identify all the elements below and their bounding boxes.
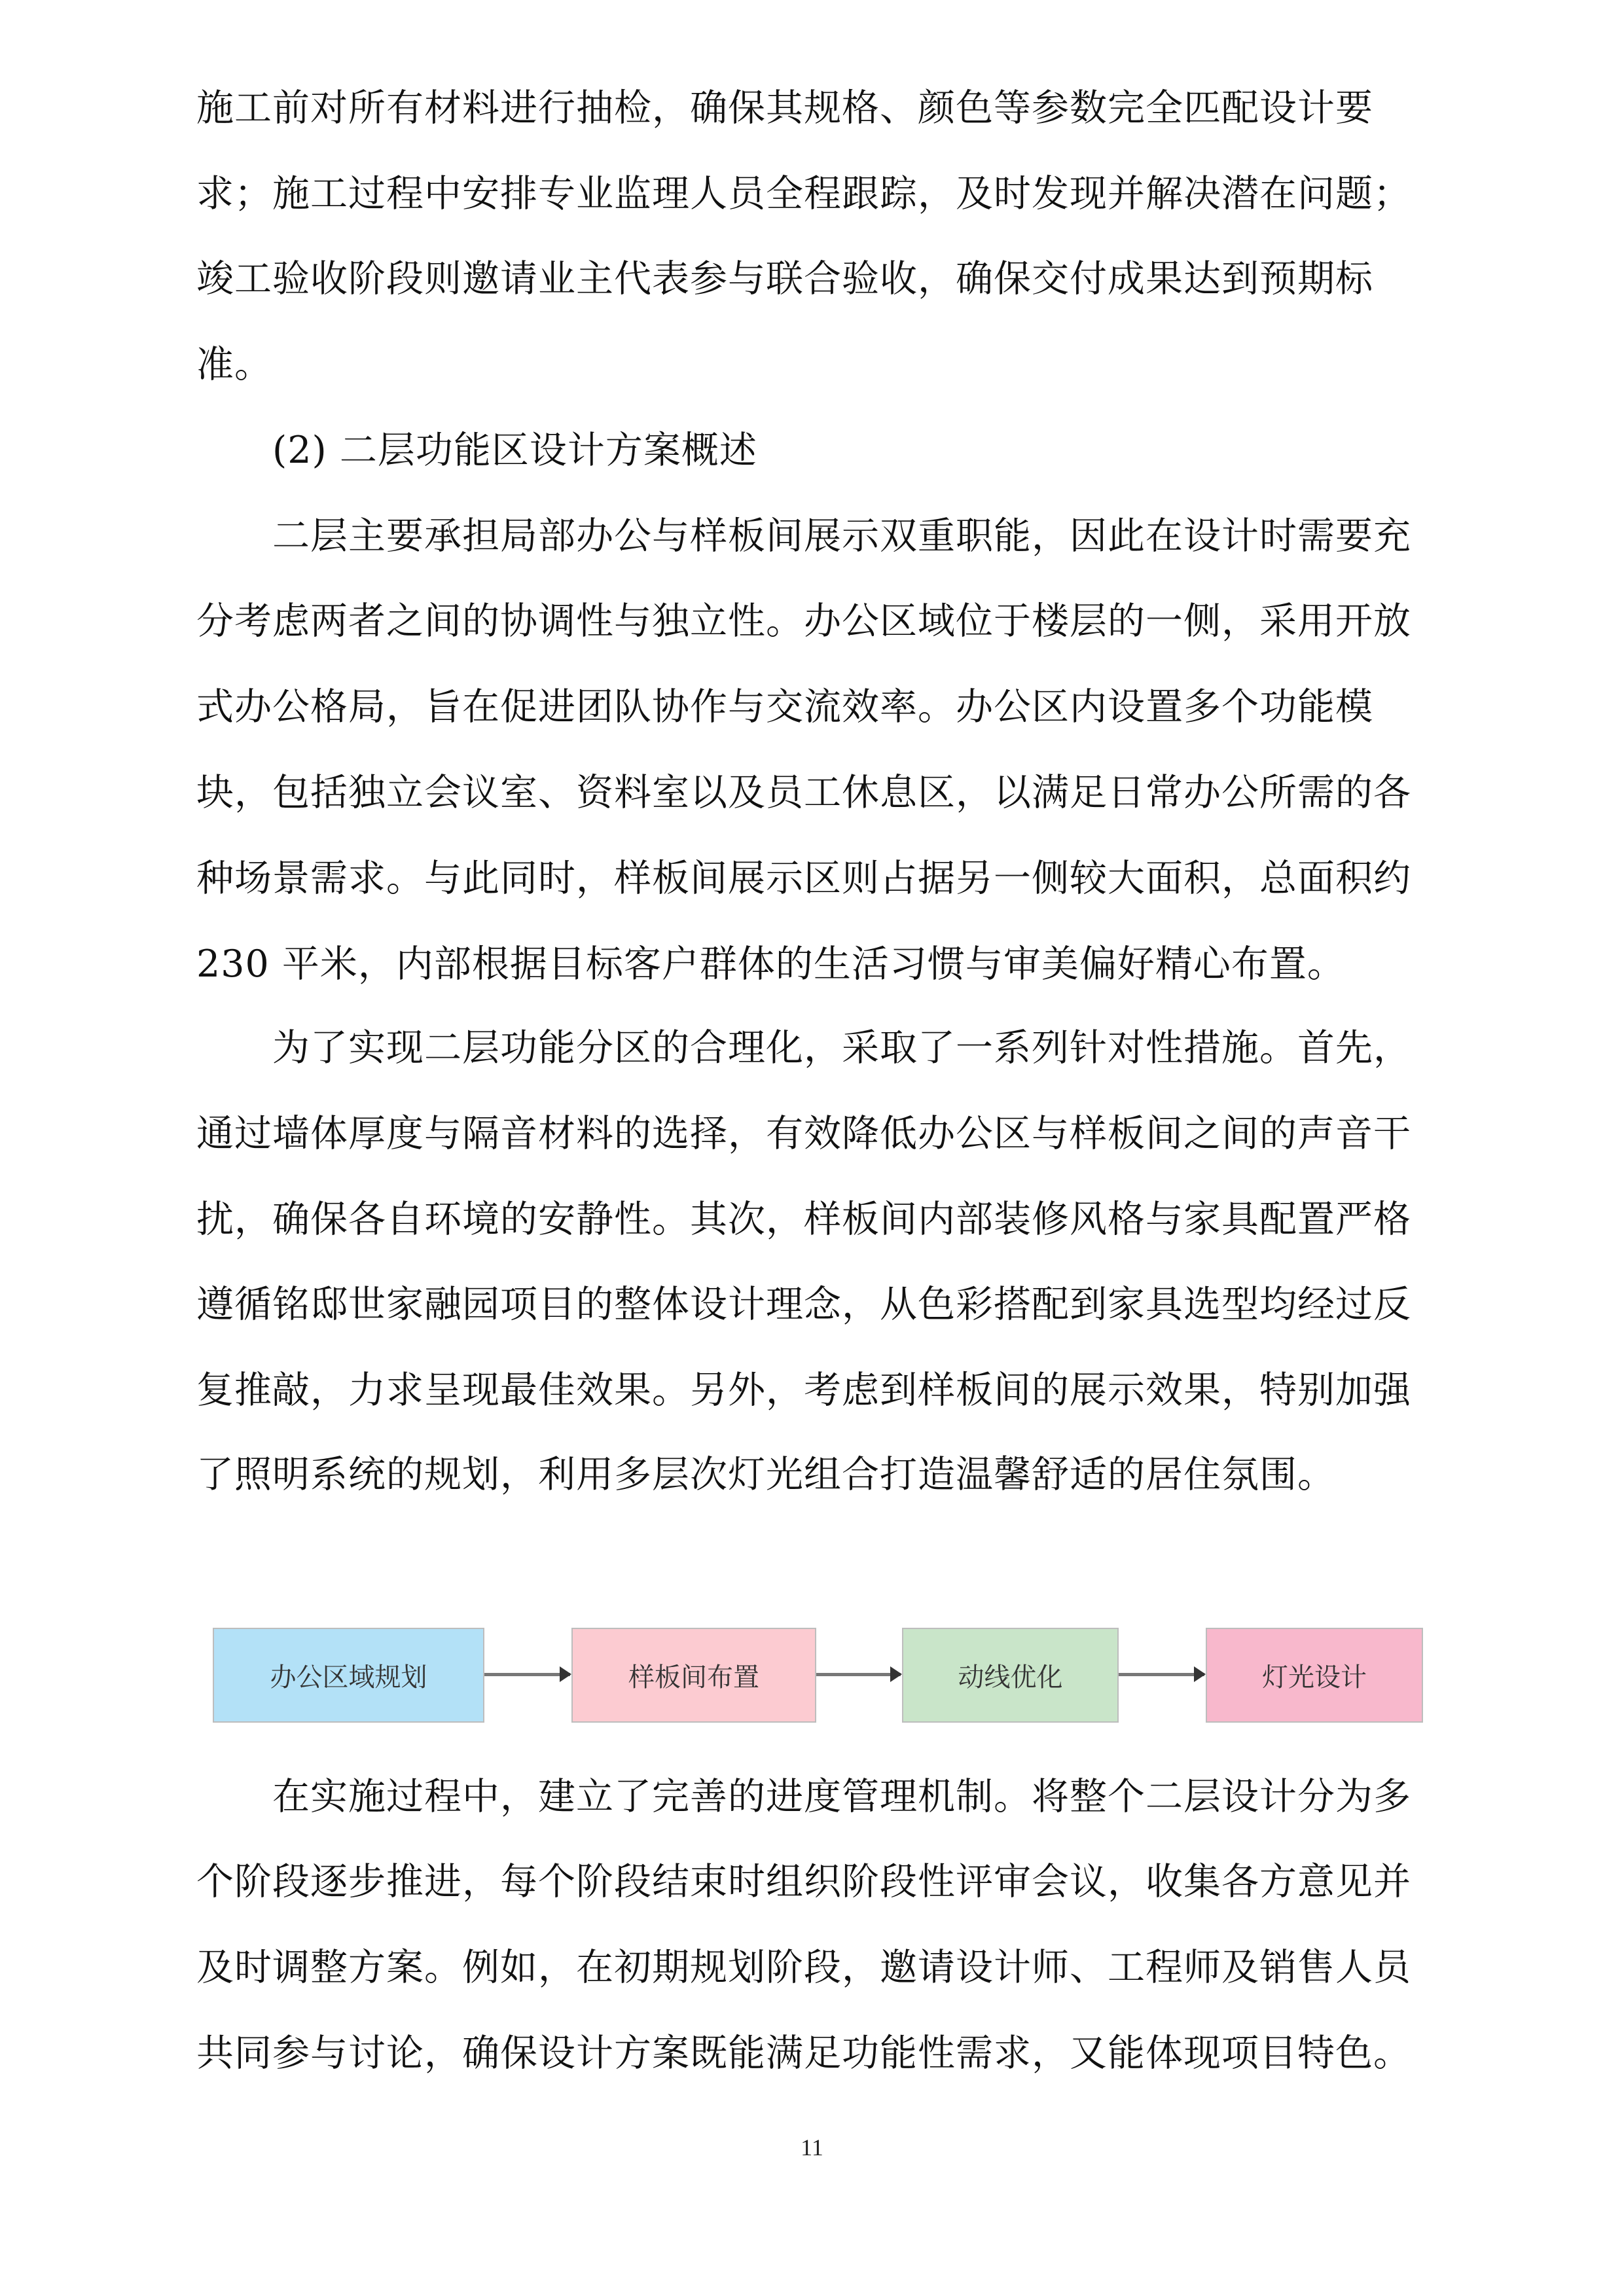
flow-step-office-planning: [213, 1628, 484, 1723]
paragraph-line: 求；施工过程中安排专业监理人员全程跟踪，及时发现并解决潜在问题；: [196, 172, 1411, 215]
paragraph-line: 复推敲，力求呈现最佳效果。另外，考虑到样板间的展示效果，特别加强: [196, 1369, 1411, 1412]
flow-step-label: 样板间布置: [628, 1662, 759, 1693]
paragraph-line: 施工前对所有材料进行抽检，确保其规格、颜色等参数完全匹配设计要: [196, 86, 1373, 130]
paragraph-line: 为了实现二层功能分区的合理化，采取了一系列针对性措施。首先，: [272, 1026, 1411, 1069]
flow-step-label: 灯光设计: [1262, 1662, 1367, 1693]
paragraph-line: 准。: [196, 343, 272, 386]
paragraph-line: 竣工验收阶段则邀请业主代表参与联合验收，确保交付成果达到预期标: [196, 257, 1373, 300]
paragraph-line: 遵循铭邸世家融园项目的整体设计理念，从色彩搭配到家具选型均经过反: [196, 1283, 1411, 1326]
paragraph-line: 式办公格局，旨在促进团队协作与交流效率。办公区内设置多个功能模: [196, 685, 1373, 728]
paragraph-line: 了照明系统的规划，利用多层次灯光组合打造温馨舒适的居住氛围。: [196, 1453, 1335, 1496]
paragraph-line: 个阶段逐步推进，每个阶段结束时组织阶段性评审会议，收集各方意见并: [196, 1860, 1411, 1903]
paragraph-line: 在实施过程中，建立了完善的进度管理机制。将整个二层设计分为多: [272, 1775, 1411, 1818]
paragraph-line: 通过墙体厚度与隔音材料的选择，有效降低办公区与样板间之间的声音干: [196, 1112, 1411, 1155]
paragraph-line: 二层主要承担局部办公与样板间展示双重职能，因此在设计时需要充: [272, 514, 1411, 558]
paragraph-line: 共同参与讨论，确保设计方案既能满足功能性需求，又能体现项目特色。: [196, 2032, 1411, 2075]
page-number: 11: [801, 2134, 823, 2161]
section-heading: (2) 二层功能区设计方案概述: [272, 429, 757, 472]
paragraph-line: 230 平米，内部根据目标客户群体的生活习惯与审美偏好精心布置。: [196, 942, 1345, 986]
paragraph-line: 扰，确保各自环境的安静性。其次，样板间内部装修风格与家具配置严格: [196, 1198, 1411, 1241]
paragraph-line: 种场景需求。与此同时，样板间展示区则占据另一侧较大面积，总面积约: [196, 857, 1411, 900]
flow-step-circulation: [902, 1628, 1119, 1723]
paragraph-line: 块，包括独立会议室、资料室以及员工休息区，以满足日常办公所需的各: [196, 771, 1411, 814]
flow-step-showroom-layout: [571, 1628, 816, 1723]
arrow-icon: [484, 1673, 570, 1676]
arrow-icon: [1119, 1673, 1204, 1676]
paragraph-line: 分考虑两者之间的协调性与独立性。办公区域位于楼层的一侧，采用开放: [196, 600, 1411, 643]
arrow-icon: [816, 1673, 901, 1676]
flow-step-label: 办公区域规划: [270, 1662, 427, 1693]
paragraph-line: 及时调整方案。例如，在初期规划阶段，邀请设计师、工程师及销售人员: [196, 1946, 1411, 1989]
flow-step-label: 动线优化: [958, 1662, 1063, 1693]
flow-step-lighting: [1206, 1628, 1423, 1723]
